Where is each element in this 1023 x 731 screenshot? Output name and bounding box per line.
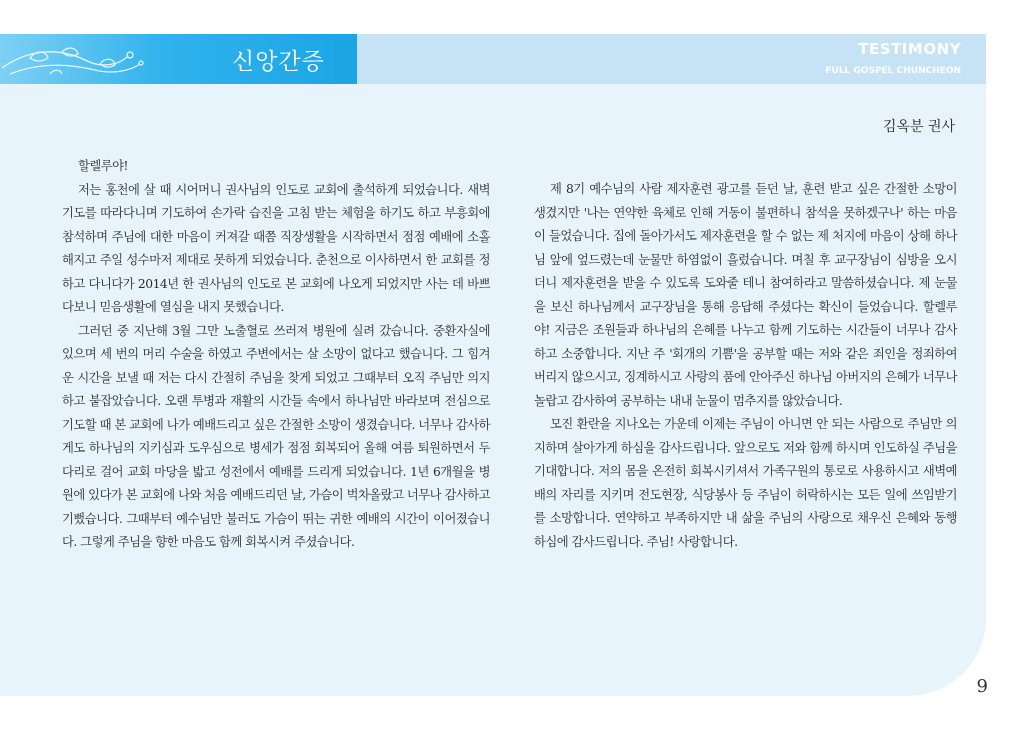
paragraph: 제 8기 예수님의 사람 제자훈련 광고를 듣던 날, 훈련 받고 싶은 간절한 소망이 생겼지만 '나는 연약한 육체로 인해 거동이 불편하니 참석을 못하겠구나' 하는 마음이 들었습니다. 집에 돌아가서도 제자훈련을 할 수 없는 제 처지에 마음이 상해 하나님 앞에 엎드렸는데 눈물만 하염없이 흘렀습니다. 며칠 후 교구장님이 심방을 오시더니 제자훈련을 받을 수 있도록 도와줄 테니 참여하라고 말씀하셨습니다. 제 눈물을 보신 하나님께서 교구장님을 통해 응답해 주셨다는 확신이 들었습니다. 할렐루야! 지금은 조원들과 하나님의 은혜를 나누고 함께 기도하는 시간들이 너무나 감사하고 소중합니다. 지난 주 '회개의 기쁨'을 공부할 때는 저와 같은 죄인을 정죄하여 버리지 않으시고, 징계하시고 사랑의 품에 안아주신 하나님 아버지의 은혜가 너무나 놀랍고 감사하여 공부하는 내내 눈물이 멈추지를 않았습니다. — [534, 182, 957, 408]
left-column — [62, 155, 490, 555]
church-subtitle: FULL GOSPEL CHUNCHEON — [825, 66, 961, 76]
paragraph: 그러던 중 지난해 3월 그만 노출혈로 쓰러져 병원에 실려 갔습니다. 중환자실에 있으며 세 번의 머리 수술을 하였고 주변에서는 살 소망이 없다고 했습니다. 그 힘겨운 시간을 보낼 때 저는 다시 간절히 주님을 찾게 되었고 그때부터 오직 주님만 의지하고 붙잡았습니다. 오랜 투병과 재활의 시간들 속에서 하나님만 바라보며 전심으로 기도할 때 본 교회에 나가 예배드리고 싶은 간절한 소망이 생겼습니다. 너무나 감사하게도 하나님의 지키심과 도우심으로 병세가 점점 회복되어 올해 여름 퇴원하면서 두 다리로 걸어 교회 마당을 밟고 성전에서 예배를 드리게 되었습니다. 1년 6개월을 병원에 있다가 본 교회에 나와 처음 예배드리던 날, 가슴이 벅차올랐고 너무나 감사하고 기뻤습니다. 그때부터 예수님만 불러도 가슴이 뛰는 귀한 예배의 시간이 이어졌습니다. 그렇게 주님을 향한 마음도 함께 회복시켜 주셨습니다. — [62, 323, 490, 549]
paragraph: 저는 홍천에 살 때 시어머니 권사님의 인도로 교회에 출석하게 되었습니다. 새벽기도를 따라다니며 기도하여 손가락 습진을 고침 받는 체험을 하기도 하고 부흥회에 참석하며 주님에 대한 마음이 커져갈 때쯤 직장생활을 시작하면서 점점 예배에 소홀해지고 주일 성수마저 제대로 못하게 되었습니다. 춘천으로 이사하면서 한 교회를 정하고 다니다가 2014년 한 권사님의 인도로 본 교회에 나오게 되었지만 사는 데 바쁘다보니 믿음생활에 열심을 내지 못했습니다. — [62, 182, 490, 314]
page-number: 9 — [976, 676, 988, 697]
section-title: 신앙간증 — [232, 49, 325, 75]
floral-ornament-icon — [0, 38, 150, 82]
greeting: 할렐루야! — [77, 159, 128, 173]
right-column — [534, 178, 957, 554]
author-name: 김옥분 권사 — [882, 119, 955, 135]
paragraph: 모진 환란을 지나오는 가운데 이제는 주님이 아니면 안 되는 사람으로 주님만 의지하며 살아가게 하심을 감사드립니다. 앞으로도 저와 함께 하시며 인도하실 주님을 기대합니다. 저의 몸을 온전히 회복시키셔서 가족구원의 통로로 사용하시고 새벽예배의 자리를 지키며 전도현장, 식당봉사 등 주님이 허락하시는 모든 일에 쓰임받기를 소망합니다. 연약하고 부족하지만 내 삶을 주님의 사랑으로 채우신 은혜와 동행하심에 감사드립니다. 주님! 사랑합니다. — [534, 417, 957, 549]
testimony-label: TESTIMONY — [858, 40, 961, 58]
